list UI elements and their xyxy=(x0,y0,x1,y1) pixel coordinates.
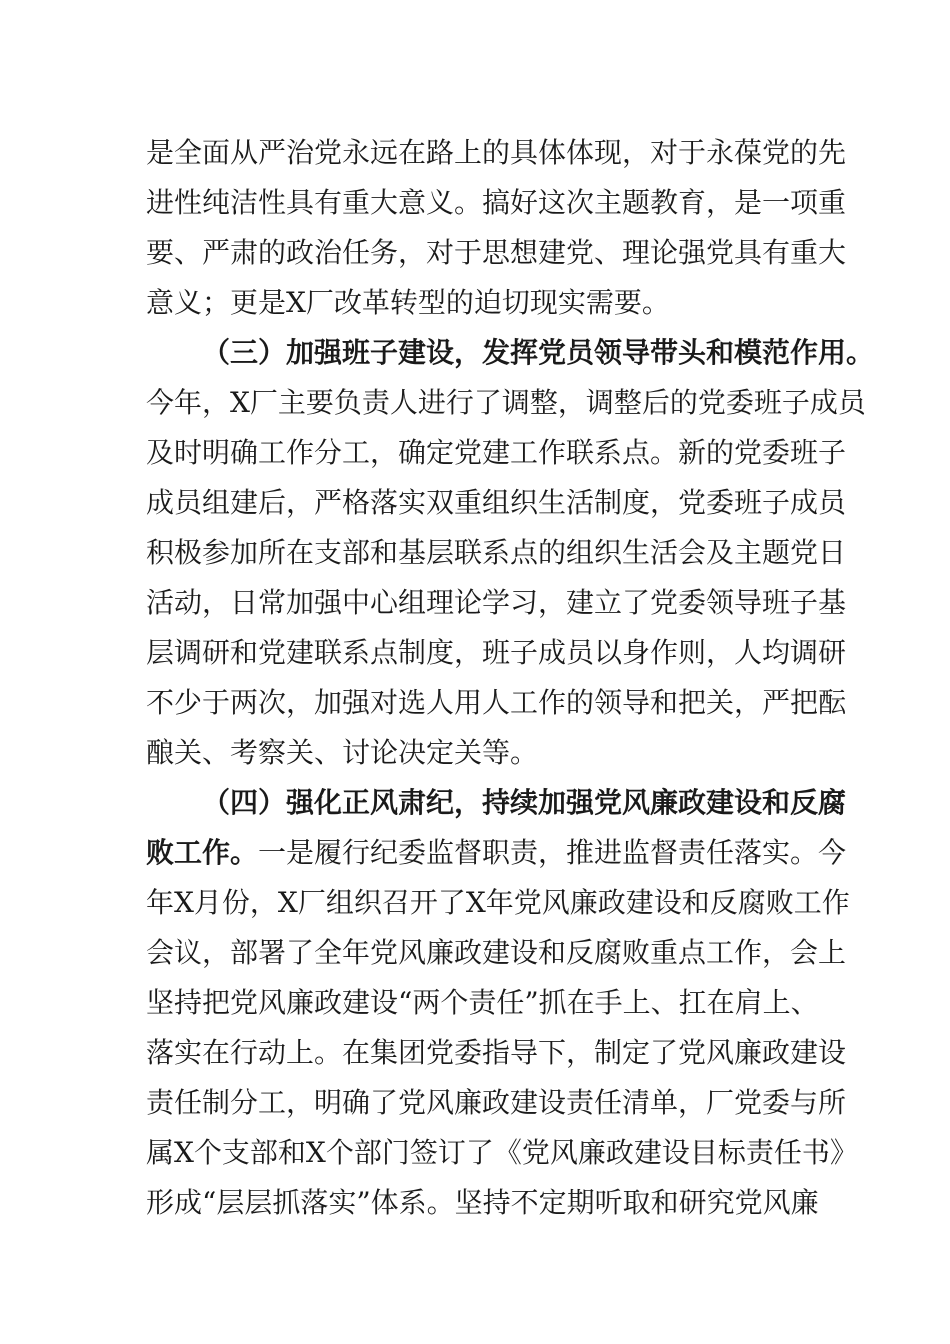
section-four-heading-line-2 xyxy=(146,828,847,878)
section-four-heading: （四）强化正风肃纪，持续加强党风廉政建设和反腐 xyxy=(202,786,847,819)
section-three-line-4: 积极参加所在支部和基层联系点的组织生活会及主题党日 xyxy=(146,536,847,569)
section-four-line-7: 形成“层层抓落实”体系。坚持不定期听取和研究党风廉 xyxy=(146,1186,819,1219)
section-four-line-4: 落实在行动上。在集团党委指导下，制定了党风廉政建设 xyxy=(146,1036,847,1069)
document-body xyxy=(146,128,875,1228)
intro-line-1: 是全面从严治党永远在路上的具体体现，对于永葆党的先 xyxy=(146,136,847,169)
section-three-heading: （三）加强班子建设，发挥党员领导带头和模范作用。 xyxy=(202,336,875,369)
section-three-line-3: 成员组建后，严格落实双重组织生活制度，党委班子成员 xyxy=(146,486,847,519)
intro-line-4: 意义；更是X厂改革转型的迫切现实需要。 xyxy=(146,286,670,319)
section-four-line-5: 责任制分工，明确了党风廉政建设责任清单，厂党委与所 xyxy=(146,1086,847,1119)
section-four-line-2: 会议，部署了全年党风廉政建设和反腐败重点工作，会上 xyxy=(146,936,847,969)
section-four-line-1: 年X月份，X厂组织召开了X年党风廉政建设和反腐败工作 xyxy=(146,886,850,919)
section-three-line-2: 及时明确工作分工，确定党建工作联系点。新的党委班子 xyxy=(146,436,847,469)
section-three-line-7: 不少于两次，加强对选人用人工作的领导和把关，严把酝 xyxy=(146,686,847,719)
section-three-line-5: 活动，日常加强中心组理论学习，建立了党委领导班子基 xyxy=(146,586,847,619)
section-three-line-6: 层调研和党建联系点制度，班子成员以身作则，人均调研 xyxy=(146,636,847,669)
intro-line-2: 进性纯洁性具有重大意义。搞好这次主题教育，是一项重 xyxy=(146,186,847,219)
section-three-line-1: 今年，X厂主要负责人进行了调整，调整后的党委班子成员 xyxy=(146,386,866,419)
section-four-line-6: 属X个支部和X个部门签订了《党风廉政建设目标责任书》 xyxy=(146,1136,858,1169)
section-four-line-0: 一是履行纪委监督职责，推进监督责任落实。今 xyxy=(258,836,847,869)
intro-line-3: 要、严肃的政治任务，对于思想建党、理论强党具有重大 xyxy=(146,236,847,269)
section-four-heading-end: 败工作。 xyxy=(146,836,259,869)
section-four-line-3: 坚持把党风廉政建设“两个责任”抓在手上、扛在肩上、 xyxy=(146,986,819,1019)
section-three-line-8: 酿关、考察关、讨论决定关等。 xyxy=(146,736,539,769)
